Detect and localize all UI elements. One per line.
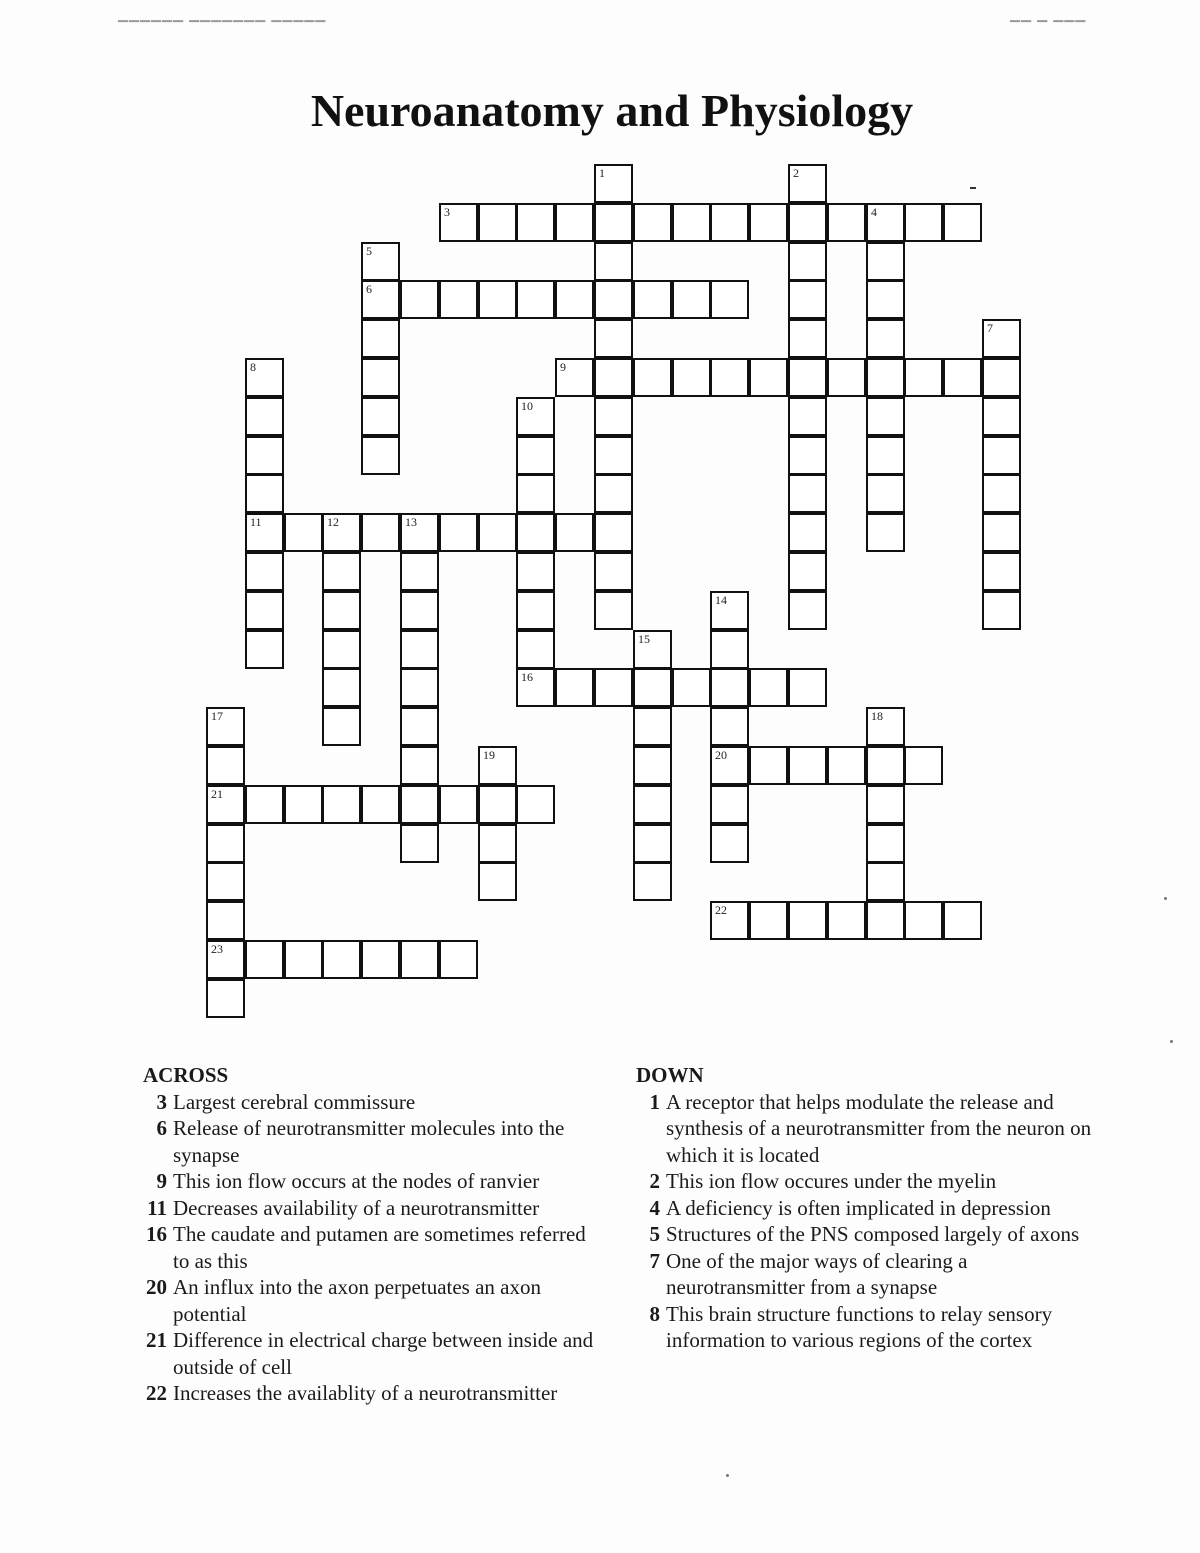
crossword-cell[interactable] [400, 940, 439, 979]
crossword-cell[interactable] [516, 397, 555, 436]
crossword-cell[interactable] [478, 513, 517, 552]
crossword-cell[interactable] [982, 436, 1021, 475]
crossword-cell[interactable] [788, 242, 827, 281]
crossword-cell[interactable] [206, 746, 245, 785]
crossword-cell[interactable] [322, 513, 361, 552]
clue-number: 2 [793, 166, 799, 180]
clue-text: A receptor that helps modulate the release and synthesis of a neurotransmitter from the neuron on which it is located [666, 1089, 1092, 1167]
clue-text: Release of neurotransmitter molecules into the synapse [173, 1116, 565, 1167]
crossword-cell[interactable] [245, 630, 284, 669]
crossword-cell[interactable] [361, 242, 400, 281]
crossword-cell[interactable] [594, 436, 633, 475]
crossword-cell[interactable] [788, 552, 827, 591]
crossword-cell[interactable] [943, 901, 982, 940]
clue-number: 3 [444, 205, 450, 219]
across-clue [143, 1195, 603, 1222]
crossword-cell[interactable] [904, 746, 943, 785]
clue-number: 1 [599, 166, 605, 180]
crossword-cell[interactable] [322, 940, 361, 979]
crossword-cell[interactable] [633, 280, 672, 319]
crossword-cell[interactable] [749, 668, 788, 707]
crossword-cell[interactable] [788, 397, 827, 436]
crossword-cell[interactable] [555, 513, 594, 552]
crossword-cell[interactable] [904, 203, 943, 242]
crossword-cell[interactable] [982, 474, 1021, 513]
crossword-cell[interactable] [710, 901, 749, 940]
down-clue [636, 1221, 1096, 1248]
crossword-cell[interactable] [633, 358, 672, 397]
crossword-cell[interactable] [245, 552, 284, 591]
crossword-cell[interactable] [400, 668, 439, 707]
crossword-cell[interactable] [516, 203, 555, 242]
crossword-cell[interactable] [633, 630, 672, 669]
clue-number: 9 [560, 360, 566, 374]
crossword-cell[interactable] [904, 358, 943, 397]
crossword-cell[interactable] [710, 668, 749, 707]
crossword-cell[interactable] [400, 513, 439, 552]
crossword-cell[interactable] [788, 436, 827, 475]
clue-number: 15 [638, 632, 650, 646]
crossword-cell[interactable] [943, 358, 982, 397]
crossword-cell[interactable] [245, 513, 284, 552]
crossword-cell[interactable] [478, 746, 517, 785]
crossword-cell[interactable] [633, 746, 672, 785]
clue-number: 23 [211, 942, 223, 956]
crossword-cell[interactable] [749, 746, 788, 785]
clue-number: 20 [146, 1275, 167, 1299]
clue-number: 22 [715, 903, 727, 917]
clue-text: One of the major ways of clearing a neurotransmitter from a synapse [666, 1248, 968, 1299]
crossword-cell[interactable] [516, 630, 555, 669]
crossword-cell[interactable] [322, 552, 361, 591]
crossword-cell[interactable] [788, 668, 827, 707]
crossword-cell[interactable] [633, 862, 672, 901]
clue-text: The caudate and putamen are sometimes referred to as this [173, 1222, 586, 1273]
crossword-cell[interactable] [516, 280, 555, 319]
crossword-cell[interactable] [478, 824, 517, 863]
crossword-cell[interactable] [672, 280, 711, 319]
clue-number: 4 [649, 1195, 660, 1220]
crossword-cell[interactable] [672, 358, 711, 397]
crossword-cell[interactable] [245, 591, 284, 630]
clue-number: 1 [649, 1089, 660, 1114]
crossword-cell[interactable] [788, 591, 827, 630]
crossword-cell[interactable] [284, 785, 323, 824]
page-title: Neuroanatomy and Physiology [310, 85, 914, 136]
clue-number: 8 [649, 1301, 660, 1326]
crossword-cell[interactable] [439, 280, 478, 319]
crossword-cell[interactable] [516, 785, 555, 824]
faint-header-left: ▁▁▁▁▁▁ ▁▁▁▁▁▁▁ ▁▁▁▁▁ [118, 8, 327, 23]
crossword-cell[interactable] [788, 319, 827, 358]
clue-number: 8 [250, 360, 256, 374]
clue-number: 12 [327, 515, 339, 529]
clue-number: 10 [521, 399, 533, 413]
crossword-cell[interactable] [322, 785, 361, 824]
crossword-cell[interactable] [866, 242, 905, 281]
crossword-cell[interactable] [322, 707, 361, 746]
crossword-cell[interactable] [594, 164, 633, 203]
clue-number: 21 [146, 1328, 167, 1352]
clue-number: 4 [871, 205, 877, 219]
crossword-cell[interactable] [361, 785, 400, 824]
across-clue [143, 1327, 603, 1380]
crossword-cell[interactable] [478, 785, 517, 824]
clue-number: 7 [649, 1248, 660, 1273]
crossword-cell[interactable] [633, 707, 672, 746]
crossword-cell[interactable] [206, 824, 245, 863]
crossword-cell[interactable] [710, 707, 749, 746]
crossword-cell[interactable] [245, 397, 284, 436]
crossword-cell[interactable] [322, 668, 361, 707]
crossword-cell[interactable] [478, 862, 517, 901]
across-clue [143, 1221, 603, 1274]
crossword-cell[interactable] [982, 319, 1021, 358]
clue-number: 5 [366, 244, 372, 258]
across-heading: ACROSS [143, 1063, 229, 1087]
clue-number: 13 [405, 515, 417, 529]
crossword-cell[interactable] [866, 785, 905, 824]
crossword-cell[interactable] [516, 436, 555, 475]
faint-header-right: ▁▁ ▁ ▁▁▁ [1010, 8, 1087, 23]
crossword-cell[interactable] [439, 203, 478, 242]
clue-text: Decreases availability of a neurotransmitter [173, 1195, 540, 1220]
crossword-cell[interactable] [710, 630, 749, 669]
crossword-cell[interactable] [866, 707, 905, 746]
clue-text: Structures of the PNS composed largely of axons [666, 1222, 1080, 1246]
across-clue [143, 1115, 603, 1168]
crossword-cell[interactable] [516, 513, 555, 552]
clue-number: 21 [211, 787, 223, 801]
crossword-cell[interactable] [749, 358, 788, 397]
crossword-cell[interactable] [594, 397, 633, 436]
scan-speck [726, 1474, 729, 1477]
crossword-cell[interactable] [284, 940, 323, 979]
crossword-cell[interactable] [827, 358, 866, 397]
clue-text: This brain structure functions to relay sensory information to various regions of the cortex [666, 1301, 1053, 1352]
clue-number: 18 [871, 709, 883, 723]
crossword-cell[interactable] [361, 397, 400, 436]
crossword-cell[interactable] [982, 513, 1021, 552]
crossword-cell[interactable] [400, 280, 439, 319]
crossword-cell[interactable] [827, 203, 866, 242]
crossword-cell[interactable] [361, 940, 400, 979]
crossword-cell[interactable] [400, 746, 439, 785]
across-clues [143, 1062, 603, 1407]
crossword-cell[interactable] [439, 785, 478, 824]
crossword-cell[interactable] [982, 397, 1021, 436]
clue-number: 22 [146, 1381, 167, 1405]
crossword-cell[interactable] [245, 436, 284, 475]
crossword-cell[interactable] [516, 668, 555, 707]
crossword-cell[interactable] [633, 668, 672, 707]
crossword-cell[interactable] [594, 668, 633, 707]
crossword-cell[interactable] [788, 280, 827, 319]
crossword-cell[interactable] [594, 319, 633, 358]
clue-number: 6 [366, 282, 372, 296]
crossword-cell[interactable] [555, 280, 594, 319]
down-clue [636, 1195, 1096, 1222]
across-clue-list [143, 1089, 603, 1407]
crossword-cell[interactable] [594, 358, 633, 397]
across-clue [143, 1380, 603, 1407]
clue-number: 14 [715, 593, 727, 607]
crossword-cell[interactable] [361, 319, 400, 358]
clue-text: Largest cerebral commissure [173, 1089, 416, 1114]
crossword-cell[interactable] [866, 203, 905, 242]
crossword-cell[interactable] [400, 824, 439, 863]
clue-text: This ion flow occures under the myelin [666, 1169, 997, 1193]
clue-number: 16 [146, 1222, 167, 1246]
crossword-cell[interactable] [710, 203, 749, 242]
crossword-cell[interactable] [400, 552, 439, 591]
clue-text: A deficiency is often implicated in depression [666, 1195, 1051, 1220]
crossword-cell[interactable] [788, 164, 827, 203]
crossword-cell[interactable] [478, 280, 517, 319]
scan-speck [1170, 1040, 1173, 1043]
crossword-cell[interactable] [788, 358, 827, 397]
clue-text: This ion flow occurs at the nodes of ranvier [173, 1169, 540, 1193]
crossword-cell[interactable] [982, 358, 1021, 397]
crossword-cell[interactable] [866, 746, 905, 785]
crossword-cell[interactable] [710, 785, 749, 824]
crossword-cell[interactable] [710, 280, 749, 319]
crossword-cell[interactable] [206, 901, 245, 940]
clue-number: 11 [147, 1195, 167, 1220]
crossword-cell[interactable] [827, 901, 866, 940]
crossword-cell[interactable] [788, 513, 827, 552]
crossword-cell[interactable] [866, 280, 905, 319]
crossword-cell[interactable] [633, 785, 672, 824]
crossword-cell[interactable] [284, 513, 323, 552]
clue-number: 11 [250, 515, 262, 529]
across-clue [143, 1274, 603, 1327]
clue-number: 9 [156, 1169, 167, 1193]
down-clues [636, 1062, 1096, 1354]
clue-number: 19 [483, 748, 495, 762]
crossword-cell[interactable] [710, 746, 749, 785]
clue-number: 6 [156, 1116, 167, 1140]
crossword-cell[interactable] [594, 513, 633, 552]
down-heading: DOWN [636, 1063, 704, 1087]
crossword-cell[interactable] [594, 203, 633, 242]
crossword-cell[interactable] [866, 862, 905, 901]
clue-text: Difference in electrical charge between inside and outside of cell [173, 1328, 594, 1379]
crossword-cell[interactable] [400, 785, 439, 824]
down-clue [636, 1248, 1096, 1301]
crossword-cell[interactable] [245, 474, 284, 513]
crossword-cell[interactable] [361, 358, 400, 397]
crossword-cell[interactable] [206, 940, 245, 979]
clue-number: 17 [211, 709, 223, 723]
crossword-cell[interactable] [943, 203, 982, 242]
crossword-cell[interactable] [866, 397, 905, 436]
crossword-cell[interactable] [439, 513, 478, 552]
scan-speck [1164, 897, 1167, 900]
crossword-cell[interactable] [555, 203, 594, 242]
crossword-cell[interactable] [516, 552, 555, 591]
crossword-cell[interactable] [749, 203, 788, 242]
across-clue [143, 1089, 603, 1116]
crossword-cell[interactable] [516, 474, 555, 513]
crossword-cell[interactable] [633, 203, 672, 242]
crossword-cell[interactable] [322, 591, 361, 630]
crossword-cell[interactable] [245, 358, 284, 397]
crossword-cell[interactable] [555, 358, 594, 397]
crossword-cell[interactable] [982, 552, 1021, 591]
crossword-cell[interactable] [245, 940, 284, 979]
crossword-cell[interactable] [866, 358, 905, 397]
crossword-cell[interactable] [710, 358, 749, 397]
crossword-cell[interactable] [400, 707, 439, 746]
crossword-cell[interactable] [866, 513, 905, 552]
crossword-cell[interactable] [400, 630, 439, 669]
crossword-cell[interactable] [710, 824, 749, 863]
crossword-cell[interactable] [594, 591, 633, 630]
crossword-cell[interactable] [788, 746, 827, 785]
crossword-cell[interactable] [322, 630, 361, 669]
crossword-cell[interactable] [206, 979, 245, 1018]
crossword-cell[interactable] [866, 901, 905, 940]
crossword-cell[interactable] [516, 591, 555, 630]
down-clue [636, 1168, 1096, 1195]
clue-text: Increases the availablity of a neurotransmitter [173, 1381, 558, 1405]
clue-text: An influx into the axon perpetuates an axon potential [173, 1275, 541, 1326]
crossword-cell[interactable] [206, 785, 245, 824]
crossword-cell[interactable] [827, 746, 866, 785]
crossword-cell[interactable] [788, 901, 827, 940]
across-clue [143, 1168, 603, 1195]
scan-mark [970, 187, 976, 189]
crossword-cell[interactable] [361, 513, 400, 552]
clue-number: 2 [649, 1169, 660, 1193]
crossword-cell[interactable] [866, 319, 905, 358]
crossword-cell[interactable] [594, 552, 633, 591]
clue-number: 16 [521, 670, 533, 684]
clue-number: 3 [156, 1089, 167, 1114]
clue-number: 7 [987, 321, 993, 335]
crossword-cell[interactable] [361, 436, 400, 475]
crossword-cell[interactable] [633, 824, 672, 863]
crossword-cell[interactable] [866, 474, 905, 513]
crossword-cell[interactable] [904, 901, 943, 940]
crossword-cell[interactable] [206, 707, 245, 746]
crossword-cell[interactable] [361, 280, 400, 319]
crossword-cell[interactable] [478, 203, 517, 242]
crossword-cell[interactable] [245, 785, 284, 824]
down-clue [636, 1089, 1096, 1169]
crossword-cell[interactable] [672, 668, 711, 707]
crossword-cell[interactable] [672, 203, 711, 242]
crossword-cell[interactable] [788, 203, 827, 242]
crossword-cell[interactable] [400, 591, 439, 630]
crossword-cell[interactable] [206, 862, 245, 901]
crossword-cell[interactable] [982, 591, 1021, 630]
crossword-cell[interactable] [749, 901, 788, 940]
crossword-cell[interactable] [594, 280, 633, 319]
crossword-cell[interactable] [866, 824, 905, 863]
crossword-cell[interactable] [710, 591, 749, 630]
clue-number: 20 [715, 748, 727, 762]
down-clue [636, 1301, 1096, 1354]
crossword-cell[interactable] [555, 668, 594, 707]
crossword-cell[interactable] [866, 436, 905, 475]
clue-number: 5 [649, 1222, 660, 1246]
crossword-cell[interactable] [439, 940, 478, 979]
down-clue-list [636, 1089, 1096, 1354]
crossword-cell[interactable] [788, 474, 827, 513]
crossword-cell[interactable] [594, 242, 633, 281]
crossword-cell[interactable] [594, 474, 633, 513]
